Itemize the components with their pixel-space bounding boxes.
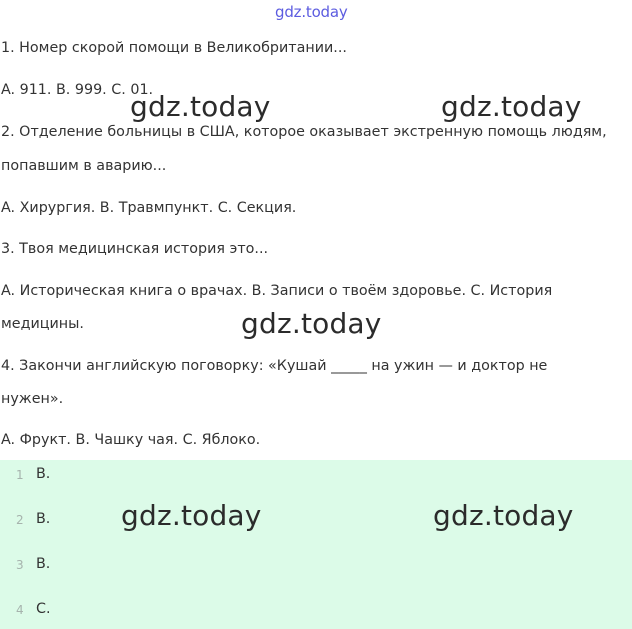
- answer-row: [0, 597, 632, 627]
- answer-value: B.: [36, 556, 51, 572]
- answer-value: C.: [36, 601, 51, 617]
- answer-value: B.: [36, 466, 51, 482]
- answer-number: 3: [16, 558, 24, 572]
- answer-row: [0, 552, 632, 582]
- question-2-text-line-1: 2. Отделение больницы в США, которое оказывает экстренную помощь людям,: [1, 124, 607, 140]
- answers-panel: [0, 460, 632, 629]
- watermark: gdz.today: [433, 499, 574, 532]
- question-3-text: 3. Твоя медицинская история это...: [1, 241, 269, 257]
- watermark: gdz.today: [241, 307, 382, 340]
- question-1-text: 1. Номер скорой помощи в Великобритании...: [1, 40, 347, 56]
- question-2-text-line-2: попавшим в аварию...: [1, 158, 167, 174]
- question-4-options: A. Фрукт. B. Чашку чая. C. Яблоко.: [1, 432, 261, 448]
- answer-value: B.: [36, 511, 51, 527]
- question-1-options: A. 911. B. 999. C. 01.: [1, 82, 154, 98]
- watermark: gdz.today: [130, 90, 271, 123]
- answer-number: 2: [16, 513, 24, 527]
- question-3-options-line-1: A. Историческая книга о врачах. B. Записи о твоём здоровье. C. История: [1, 283, 553, 299]
- question-4-text-line-1: 4. Закончи английскую поговорку: «Кушай _____ на ужин — и доктор не: [1, 358, 548, 374]
- question-2-options: A. Хирургия. B. Травмпункт. C. Секция.: [1, 200, 297, 216]
- watermark: gdz.today: [441, 90, 582, 123]
- answer-number: 1: [16, 468, 24, 482]
- site-logo[interactable]: gdz.today: [275, 3, 348, 21]
- answer-row: [0, 462, 632, 492]
- question-3-options-line-2: медицины.: [1, 316, 84, 332]
- answer-number: 4: [16, 603, 24, 617]
- question-4-text-line-2: нужен».: [1, 391, 64, 407]
- watermark: gdz.today: [121, 499, 262, 532]
